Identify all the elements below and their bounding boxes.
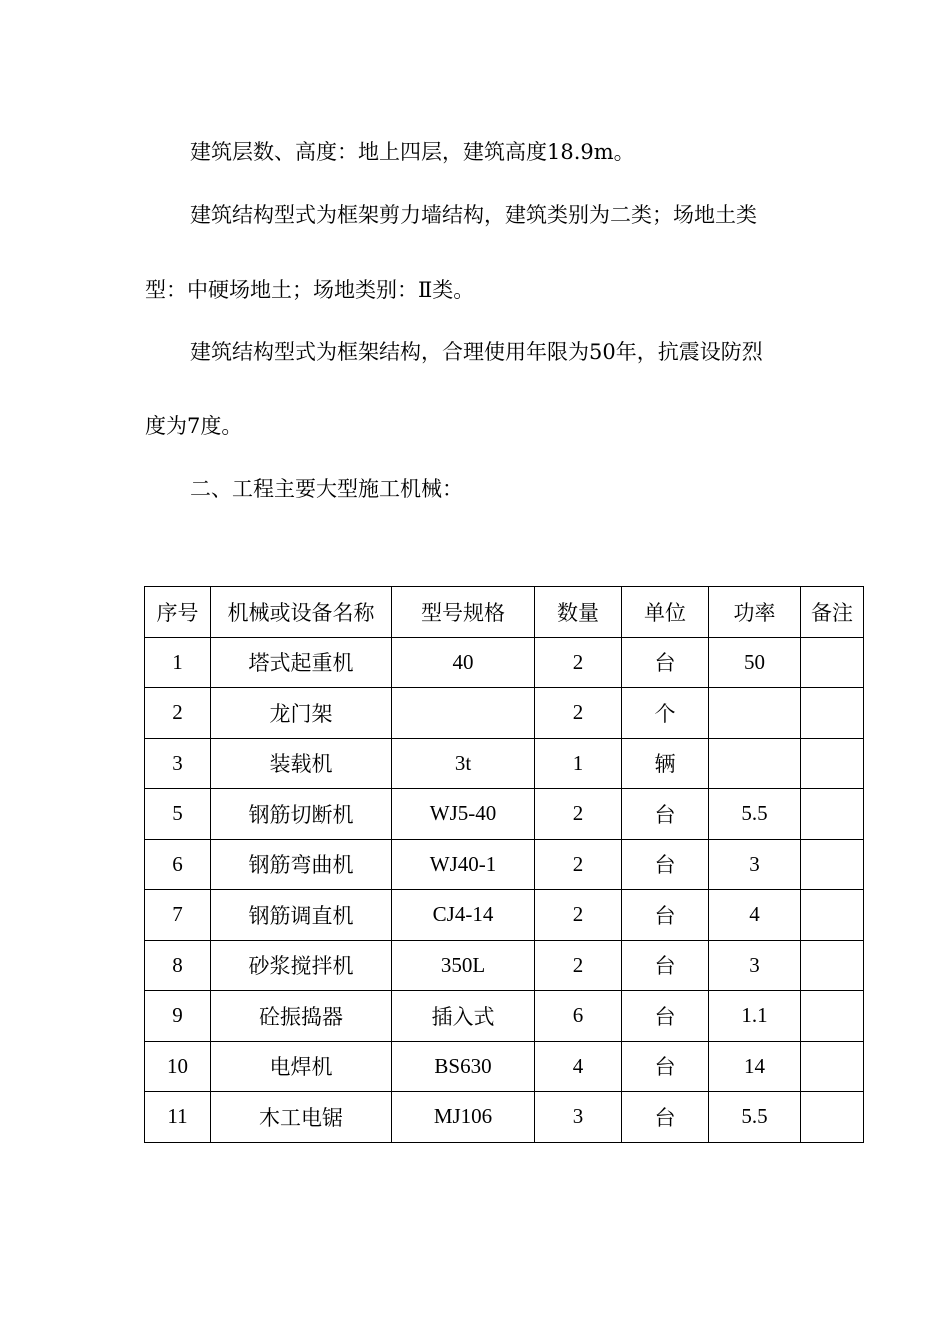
cell-power: 14 <box>709 1041 801 1092</box>
cell-unit: 台 <box>622 637 709 688</box>
cell-model: MJ106 <box>392 1092 535 1143</box>
cell-quantity: 2 <box>535 839 622 890</box>
cell-model: BS630 <box>392 1041 535 1092</box>
cell-power: 1.1 <box>709 991 801 1042</box>
cell-quantity: 3 <box>535 1092 622 1143</box>
cell-power: 5.5 <box>709 789 801 840</box>
cell-model: 3t <box>392 738 535 789</box>
cell-index: 1 <box>145 637 211 688</box>
cell-quantity: 1 <box>535 738 622 789</box>
cell-index: 9 <box>145 991 211 1042</box>
cell-model: 40 <box>392 637 535 688</box>
cell-remarks <box>801 890 864 941</box>
cell-unit: 台 <box>622 940 709 991</box>
paragraph-structure-type-line1: 建筑结构型式为框架剪力墙结构，建筑类别为二类；场地土类 <box>190 203 757 227</box>
table-header-row <box>145 587 864 638</box>
cell-name: 钢筋调直机 <box>211 890 392 941</box>
cell-name: 装载机 <box>211 738 392 789</box>
cell-name: 电焊机 <box>211 1041 392 1092</box>
paragraph-service-life-line1: 建筑结构型式为框架结构，合理使用年限为50年，抗震设防烈 <box>190 340 763 364</box>
cell-name: 钢筋弯曲机 <box>211 839 392 890</box>
cell-unit: 台 <box>622 991 709 1042</box>
cell-model: WJ5-40 <box>392 789 535 840</box>
cell-unit: 个 <box>622 688 709 739</box>
paragraph-building-height: 建筑层数、高度：地上四层，建筑高度18.9m。 <box>190 140 635 164</box>
cell-remarks <box>801 940 864 991</box>
equipment-table <box>144 586 864 1143</box>
cell-index: 3 <box>145 738 211 789</box>
cell-remarks <box>801 637 864 688</box>
cell-quantity: 2 <box>535 890 622 941</box>
cell-name: 钢筋切断机 <box>211 789 392 840</box>
cell-quantity: 4 <box>535 1041 622 1092</box>
cell-index: 11 <box>145 1092 211 1143</box>
cell-name: 木工电锯 <box>211 1092 392 1143</box>
cell-model: CJ4-14 <box>392 890 535 941</box>
table-row <box>145 839 864 890</box>
cell-power: 4 <box>709 890 801 941</box>
header-cell-name: 机械或设备名称 <box>211 587 392 638</box>
cell-power: 5.5 <box>709 1092 801 1143</box>
cell-remarks <box>801 789 864 840</box>
header-cell-remarks: 备注 <box>801 587 864 638</box>
section-heading-machinery: 二、工程主要大型施工机械： <box>190 477 463 501</box>
cell-unit: 台 <box>622 1092 709 1143</box>
cell-quantity: 2 <box>535 688 622 739</box>
cell-index: 8 <box>145 940 211 991</box>
paragraph-structure-type-line2: 型：中硬场地土；场地类别：Ⅱ类。 <box>145 278 475 302</box>
cell-power: 50 <box>709 637 801 688</box>
cell-index: 10 <box>145 1041 211 1092</box>
cell-quantity: 2 <box>535 637 622 688</box>
cell-name: 塔式起重机 <box>211 637 392 688</box>
header-cell-index: 序号 <box>145 587 211 638</box>
table-row <box>145 991 864 1042</box>
paragraph-service-life-line2: 度为7度。 <box>145 414 243 438</box>
cell-unit: 台 <box>622 839 709 890</box>
cell-quantity: 2 <box>535 789 622 840</box>
cell-index: 5 <box>145 789 211 840</box>
header-cell-quantity: 数量 <box>535 587 622 638</box>
cell-quantity: 2 <box>535 940 622 991</box>
cell-unit: 辆 <box>622 738 709 789</box>
table-row <box>145 1092 864 1143</box>
table-row <box>145 738 864 789</box>
cell-model: WJ40-1 <box>392 839 535 890</box>
table-row <box>145 688 864 739</box>
cell-index: 7 <box>145 890 211 941</box>
cell-remarks <box>801 839 864 890</box>
header-cell-unit: 单位 <box>622 587 709 638</box>
table-row <box>145 940 864 991</box>
cell-unit: 台 <box>622 1041 709 1092</box>
cell-unit: 台 <box>622 890 709 941</box>
cell-model <box>392 688 535 739</box>
header-cell-power: 功率 <box>709 587 801 638</box>
cell-index: 2 <box>145 688 211 739</box>
cell-model: 350L <box>392 940 535 991</box>
cell-remarks <box>801 738 864 789</box>
cell-power: 3 <box>709 940 801 991</box>
cell-remarks <box>801 688 864 739</box>
cell-name: 龙门架 <box>211 688 392 739</box>
cell-name: 砂浆搅拌机 <box>211 940 392 991</box>
table-row <box>145 637 864 688</box>
cell-power <box>709 688 801 739</box>
table-row <box>145 789 864 840</box>
cell-remarks <box>801 991 864 1042</box>
cell-model: 插入式 <box>392 991 535 1042</box>
cell-quantity: 6 <box>535 991 622 1042</box>
cell-remarks <box>801 1092 864 1143</box>
table-row <box>145 890 864 941</box>
cell-power <box>709 738 801 789</box>
cell-remarks <box>801 1041 864 1092</box>
cell-index: 6 <box>145 839 211 890</box>
table-row <box>145 1041 864 1092</box>
cell-name: 砼振捣器 <box>211 991 392 1042</box>
header-cell-model: 型号规格 <box>392 587 535 638</box>
cell-power: 3 <box>709 839 801 890</box>
cell-unit: 台 <box>622 789 709 840</box>
